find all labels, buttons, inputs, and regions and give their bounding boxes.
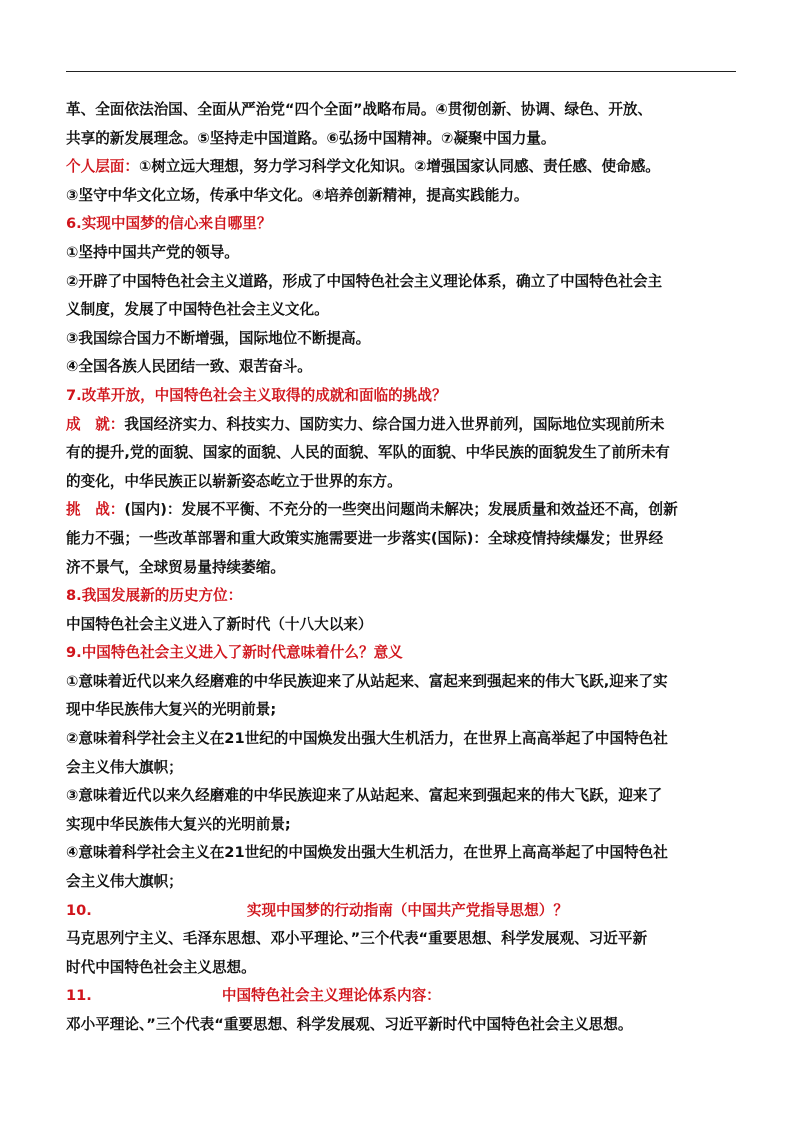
text-line [66, 153, 738, 182]
question-text: 中国特色社会主义理论体系内容： [221, 987, 441, 1005]
text-line: 革、全面依法治国、全面从严治党“四个全面”战略布局。④贯彻创新、协调、绿色、开放、 [66, 101, 653, 118]
text-line: 马克思列宁主义、毛泽东思想、邓小平理论、”三个代表“重要思想、科学发展观、习近平新 [66, 930, 648, 948]
section-label: 个人层面： [66, 158, 139, 176]
text-line: 有的提升,党的面貌、国家的面貌、人民的面貌、军队的面貌、中华民族的面貌发生了前所未有 [66, 444, 670, 462]
text-line: 会主义伟大旗帜； [66, 873, 183, 891]
question-heading: 6.实现中国梦的信心来自哪里？ [66, 215, 272, 233]
text-line: 义制度，发展了中国特色社会主义文化。 [66, 301, 329, 319]
question-number: 10. [66, 901, 92, 919]
question-heading: 8.我国发展新的历史方位： [66, 587, 243, 605]
text-line: ②意味着科学社会主义在21世纪的中国焕发出强大生机活力，在世界上高高举起了中国特色社 [66, 730, 668, 748]
text-line: 能力不强；一些改革部署和重大政策实施需要进一步落实(国际)：全球疫情持续爆发；世界经 [66, 529, 664, 547]
text-line: ②开辟了中国特色社会主义道路，形成了中国特色社会主义理论体系，确立了中国特色社会主 [66, 272, 663, 290]
text-span: (国内)：发展不平衡、不充分的一些突出问题尚未解决；发展质量和效益还不高，创新 [124, 501, 678, 519]
text-line: 济不景气，全球贸易量持续萎缩。 [66, 558, 285, 576]
header-rule [66, 71, 736, 72]
text-line: 共享的新发展理念。⑤坚持走中国道路。⑥弘扬中国精神。⑦凝聚中国力量。 [66, 129, 556, 147]
text-line: ④全国各族人民团结一致、艰苦奋斗。 [66, 358, 312, 376]
text-line: 邓小平理论、”三个代表“重要思想、科学发展观、习近平新时代中国特色社会主义思想。 [66, 1016, 633, 1033]
text-line: 现中华民族伟大复兴的光明前景; [66, 701, 277, 719]
question-number: 11. [66, 987, 92, 1005]
text-line: ③坚守中华文化立场，传承中华文化。④培养创新精神，提高实践能力。 [66, 186, 529, 204]
section-label: 成 就： [66, 415, 125, 433]
text-line: 的变化，中华民族正以崭新姿态屹立于世界的东方。 [66, 472, 402, 490]
question-heading: 7.改革开放，中国特色社会主义取得的成就和面临的挑战？ [66, 386, 447, 404]
document-body [66, 96, 738, 1040]
question-heading [66, 982, 738, 1011]
text-line: ③我国综合国力不断增强，国际地位不断提高。 [66, 329, 371, 347]
text-line [66, 496, 738, 525]
text-line: 实现中华民族伟大复兴的光明前景; [66, 815, 291, 833]
section-label: 挑 战： [66, 501, 125, 519]
text-line: 中国特色社会主义进入了新时代（十八大以来） [66, 615, 373, 633]
text-line: ③意味着近代以来久经磨难的中华民族迎来了从站起来、富起来到强起来的伟大飞跃，迎来了 [66, 787, 663, 805]
text-line: 时代中国特色社会主义思想。 [66, 958, 256, 976]
question-text: 实现中国梦的行动指南（中国共产党指导思想）？ [246, 901, 568, 919]
question-heading: 9.中国特色社会主义进入了新时代意味着什么？意义 [66, 644, 403, 662]
text-line: ①意味着近代以来久经磨难的中华民族迎来了从站起来、富起来到强起来的伟大飞跃,迎来了实 [66, 672, 668, 690]
question-heading [66, 897, 738, 926]
text-line: 会主义伟大旗帜； [66, 758, 183, 776]
text-line: ①坚持中国共产党的领导。 [66, 243, 239, 261]
text-span: ①树立远大理想，努力学习科学文化知识。②增强国家认同感、责任感、使命感。 [138, 158, 660, 176]
text-line [66, 411, 738, 440]
text-line: ④意味着科学社会主义在21世纪的中国焕发出强大生机活力，在世界上高高举起了中国特色社 [66, 844, 668, 862]
text-span: 我国经济实力、科技实力、国防实力、综合国力进入世界前列，国际地位实现前所未 [124, 415, 665, 433]
